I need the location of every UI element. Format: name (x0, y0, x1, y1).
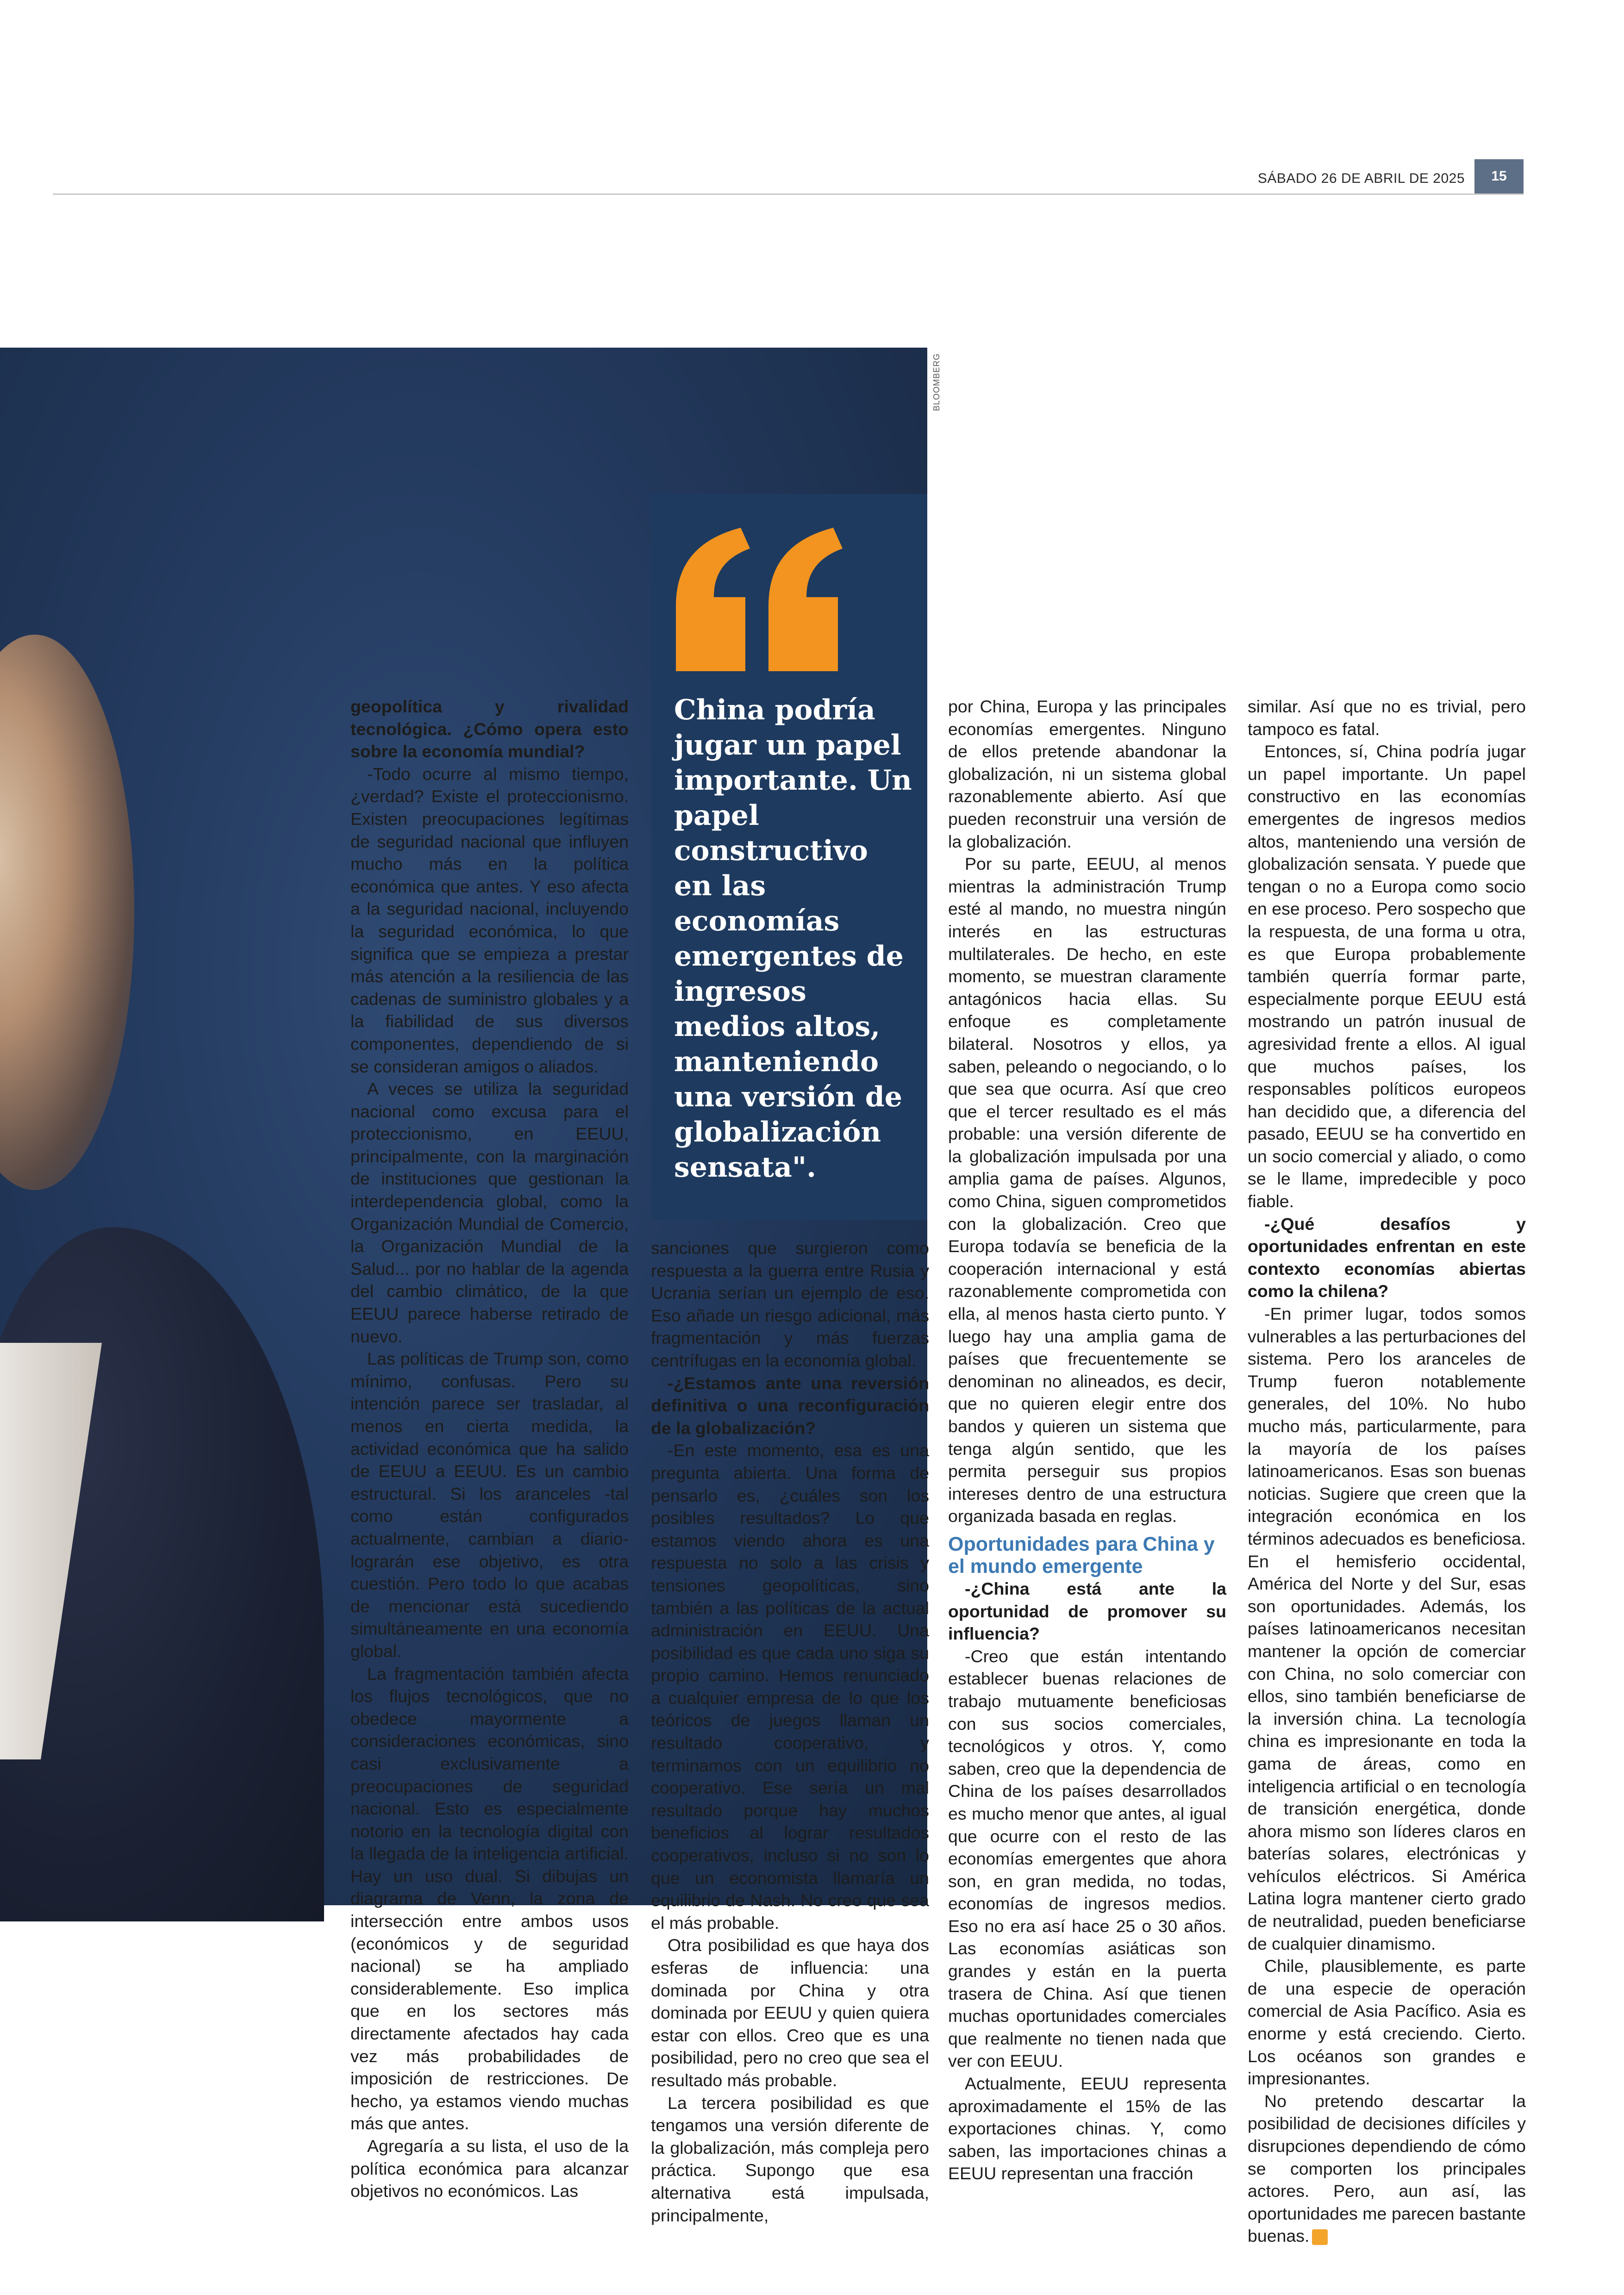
paragraph: Otra posibilidad es que haya dos esferas de influencia: una dominada por China y otra dominada por EEUU y quien quiera estar con ellos. Creo que es una posibilidad, pero no creo que sea el resultado más probable. (651, 1935, 929, 2090)
page-number-badge (1474, 159, 1524, 193)
article-column-4 (1248, 695, 1526, 2247)
question: -¿Estamos ante una reversión definitiva o una reconfiguración de la globalización? (651, 1373, 929, 1438)
final-paragraph-text: No pretendo descartar la posibilidad de decisiones difíciles y disrupciones dependiendo de cómo se comporten los principales actores. Pero, aun así, las oportunidades me parecen bastante buenas. (1248, 2091, 1526, 2246)
paragraph: La fragmentación también afecta los flujos tecnológicos, que no obedece mayormente a consideraciones económicas, sino casi exclusivamente a preocupaciones de seguridad nacional. Esto es especialmente notorio en la tecnología digital con la llegada de la inteligencia artificial. Hay un uso dual. Si dibujas un diagrama de Venn, la zona de intersección entre ambos usos (económicos y de seguridad nacional) se ha ampliado considerablemente. Eso implica que en los sectores más directamente afectados hay cada vez más probabilidades de imposición de restricciones. De hecho, ya estamos viendo muchas más que antes. (350, 1664, 629, 2133)
end-of-article-icon (1312, 2229, 1328, 2245)
paragraph: por China, Europa y las principales economías emergentes. Ninguno de ellos pretende abandonar la globalización, ni un sistema global razonablemente abierto. Así que pueden reconstruir una versión de la globalización. (948, 697, 1226, 851)
article-column-2 (651, 1237, 929, 2226)
pull-quote: China podría jugar un papel importante. Un papel constructivo en las economías emergentes de ingresos medios altos, manteniendo una versión de globalización sensata". (674, 694, 912, 1184)
issue-date: SÁBADO 26 DE ABRIL DE 2025 (1257, 171, 1465, 186)
page-number: 15 (1491, 168, 1507, 184)
paragraph: similar. Así que no es trivial, pero tampoco es fatal. (1248, 697, 1526, 739)
paragraph: Actualmente, EEUU representa aproximadamente el 15% de las exportaciones chinas. Y, como saben, las importaciones chinas a EEUU representan una fracción (948, 2074, 1226, 2183)
paragraph: -En primer lugar, todos somos vulnerables a las perturbaciones del sistema. Pero los aranceles de Trump fueron notablemente generales, del 10%. No hubo mucho más, particularmente, para la mayoría de los países latinoamericanos. Esas son buenas noticias. Sugiere que creen que la integración económica en los términos adecuados es beneficiosa. En el hemisferio occidental, América del Norte y del Sur, esas son oportunidades. Además, los países latinoamericanos necesitan mantener la opción de comerciar con China, no solo comerciar con ellos, sino también beneficiarse de la inversión china. La tecnología china es impresionante en toda la gama de áreas, como en inteligencia artificial o en tecnología de transición energética, donde ahora mismo son líderes claros en baterías solares, electrónicas y vehículos eléctricos. Si América Latina logra mantener cierto grado de neutralidad, pueden beneficiarse de cualquier dinamismo. (1248, 1304, 1526, 1953)
paragraph: -Todo ocurre al mismo tiempo, ¿verdad? Existe el proteccionismo. Existen preocupaciones legítimas de seguridad nacional que influyen mucho más en la política económica que antes. Y eso afecta a la seguridad nacional, incluyendo la seguridad económica, lo que significa que se empieza a prestar más atención a la resiliencia de las cadenas de suministro globales y a la fiabilidad de sus diversos componentes, dependiendo de si se consideran amigos o aliados. (350, 764, 629, 1076)
quote-mark-icon (671, 528, 847, 676)
question: -¿China está ante la oportunidad de promover su influencia? (948, 1578, 1226, 1644)
photo-face (0, 635, 134, 1190)
header-divider (53, 193, 1524, 195)
paragraph: -En este momento, esa es una pregunta abierta. Una forma de pensarlo es, ¿cuáles son los posibles resultados? Lo que estamos viendo ahora es una respuesta no solo a las crisis y tensiones geopolíticas, sino también a las políticas de la actual administración en EEUU. Una posibilidad es que cada uno siga su propio camino. Hemos renunciado a cualquier empresa de lo que los teóricos de juegos llaman un resultado cooperativo, y terminamos con un equilibrio no cooperativo. Ese sería un mal resultado porque hay muchos beneficios al lograr resultados cooperativos, incluso si no son lo que un economista llamaría un equilibrio de Nash. No creo que sea el más probable. (651, 1441, 929, 1933)
question: -¿Qué desafíos y oportunidades enfrentan en este contexto economías abiertas como la chilena? (1248, 1214, 1526, 1301)
article-column-1 (350, 695, 629, 2202)
question: geopolítica y rivalidad tecnológica. ¿Cómo opera esto sobre la economía mundial? (350, 697, 629, 761)
photo-credit: BLOOMBERG (932, 353, 941, 411)
paragraph: sanciones que surgieron como respuesta a la guerra entre Rusia y Ucrania serían un ejemplo de eso. Eso añade un riesgo adicional, más fragmentación y más fuerzas centrífugas en la economía global. (651, 1238, 929, 1370)
paragraph (1248, 2090, 1526, 2247)
paragraph: Chile, plausiblemente, es parte de una especie de operación comercial de Asia Pacífico. Asia es enorme y está creciendo. Cierto. Los océanos son grandes e impresionantes. (1248, 1956, 1526, 2089)
paragraph: -Creo que están intentando establecer buenas relaciones de trabajo mutuamente beneficiosas con sus socios comerciales, tecnológicos y otros. Y, como saben, creo que la dependencia de China de los países desarrollados es mucho menor que antes, al igual que ocurre con el resto de las economías emergentes que ahora son, en gran medida, no todas, economías de ingresos medios. Eso no era así hace 25 o 30 años. Las economías asiáticas son grandes y están en la puerta trasera de China. Así que tienen muchas oportunidades comerciales que realmente no tienen nada que ver con EEUU. (948, 1646, 1226, 2071)
paragraph: Agregaría a su lista, el uso de la política económica para alcanzar objetivos no económicos. Las (350, 2136, 629, 2201)
paragraph: Entonces, sí, China podría jugar un papel importante. Un papel constructivo en las economías emergentes de ingresos medios altos, manteniendo una versión de globalización sensata. Y puede que tengan o no a Europa como socio en ese proceso. Pero sospecho que la respuesta, de una forma u otra, es que Europa probablemente también querría formar parte, especialmente porque EEUU está mostrando un patrón inusual de agresividad frente a ellos. Al igual que muchos países, los responsables políticos europeos han decidido que, a diferencia del pasado, EEUU se ha convertido en un socio comercial y aliado, o como se le llame, impredecible y poco fiable. (1248, 742, 1526, 1211)
article-column-3 (948, 695, 1226, 2185)
paragraph: A veces se utiliza la seguridad nacional como excusa para el proteccionismo, en EEUU, principalmente, con la marginación de instituciones que gestionan la interdependencia global, como la Organización Mundial de Comercio, la Organización Mundial de la Salud... por no hablar de la agenda del cambio climático, de la que EEUU parece haberse retirado de nuevo. (350, 1079, 629, 1346)
paragraph: Por su parte, EEUU, al menos mientras la administración Trump esté al mando, no muestra ningún interés en las estructuras multilaterales. De hecho, en este momento, se muestran claramente antagónicos hacia ellas. Su enfoque es completamente bilateral. Nosotros y ellos, ya saben, peleando o negociando, o lo que sea que ocurra. Así que creo que el tercer resultado es el más probable: una versión diferente de la globalización impulsada por una amplia gama de países. Algunos, como China, siguen comprometidos con la globalización. Creo que Europa todavía se beneficia de la cooperación internacional y está razonablemente comprometida con ella, al menos hasta cierto punto. Y luego hay una amplia gama de países que frecuentemente se denominan no alineados, es decir, que no quieren elegir entre dos bandos y quieren un sistema que tenga algún sentido, que les permita perseguir sus propios intereses dentro de una estructura organizada basada en reglas. (948, 854, 1226, 1526)
section-subhead: Oportunidades para China y el mundo emergente (948, 1533, 1215, 1578)
paragraph: Las políticas de Trump son, como mínimo, confusas. Pero su intención parece ser trasladar, al menos en cierta medida, la actividad económica que ha salido de EEUU a EEUU. Es un cambio estructural. Si los aranceles -tal como están configurados actualmente, cambian a diario- lograrán ese objetivo, es otra cuestión. Pero todo lo que acabas de mencionar está sucediendo simultáneamente en una economía global. (350, 1349, 629, 1661)
paragraph: La tercera posibilidad es que tengamos una versión diferente de la globalización, más compleja pero práctica. Supongo que esa alternativa está impulsada, principalmente, (651, 2093, 929, 2225)
